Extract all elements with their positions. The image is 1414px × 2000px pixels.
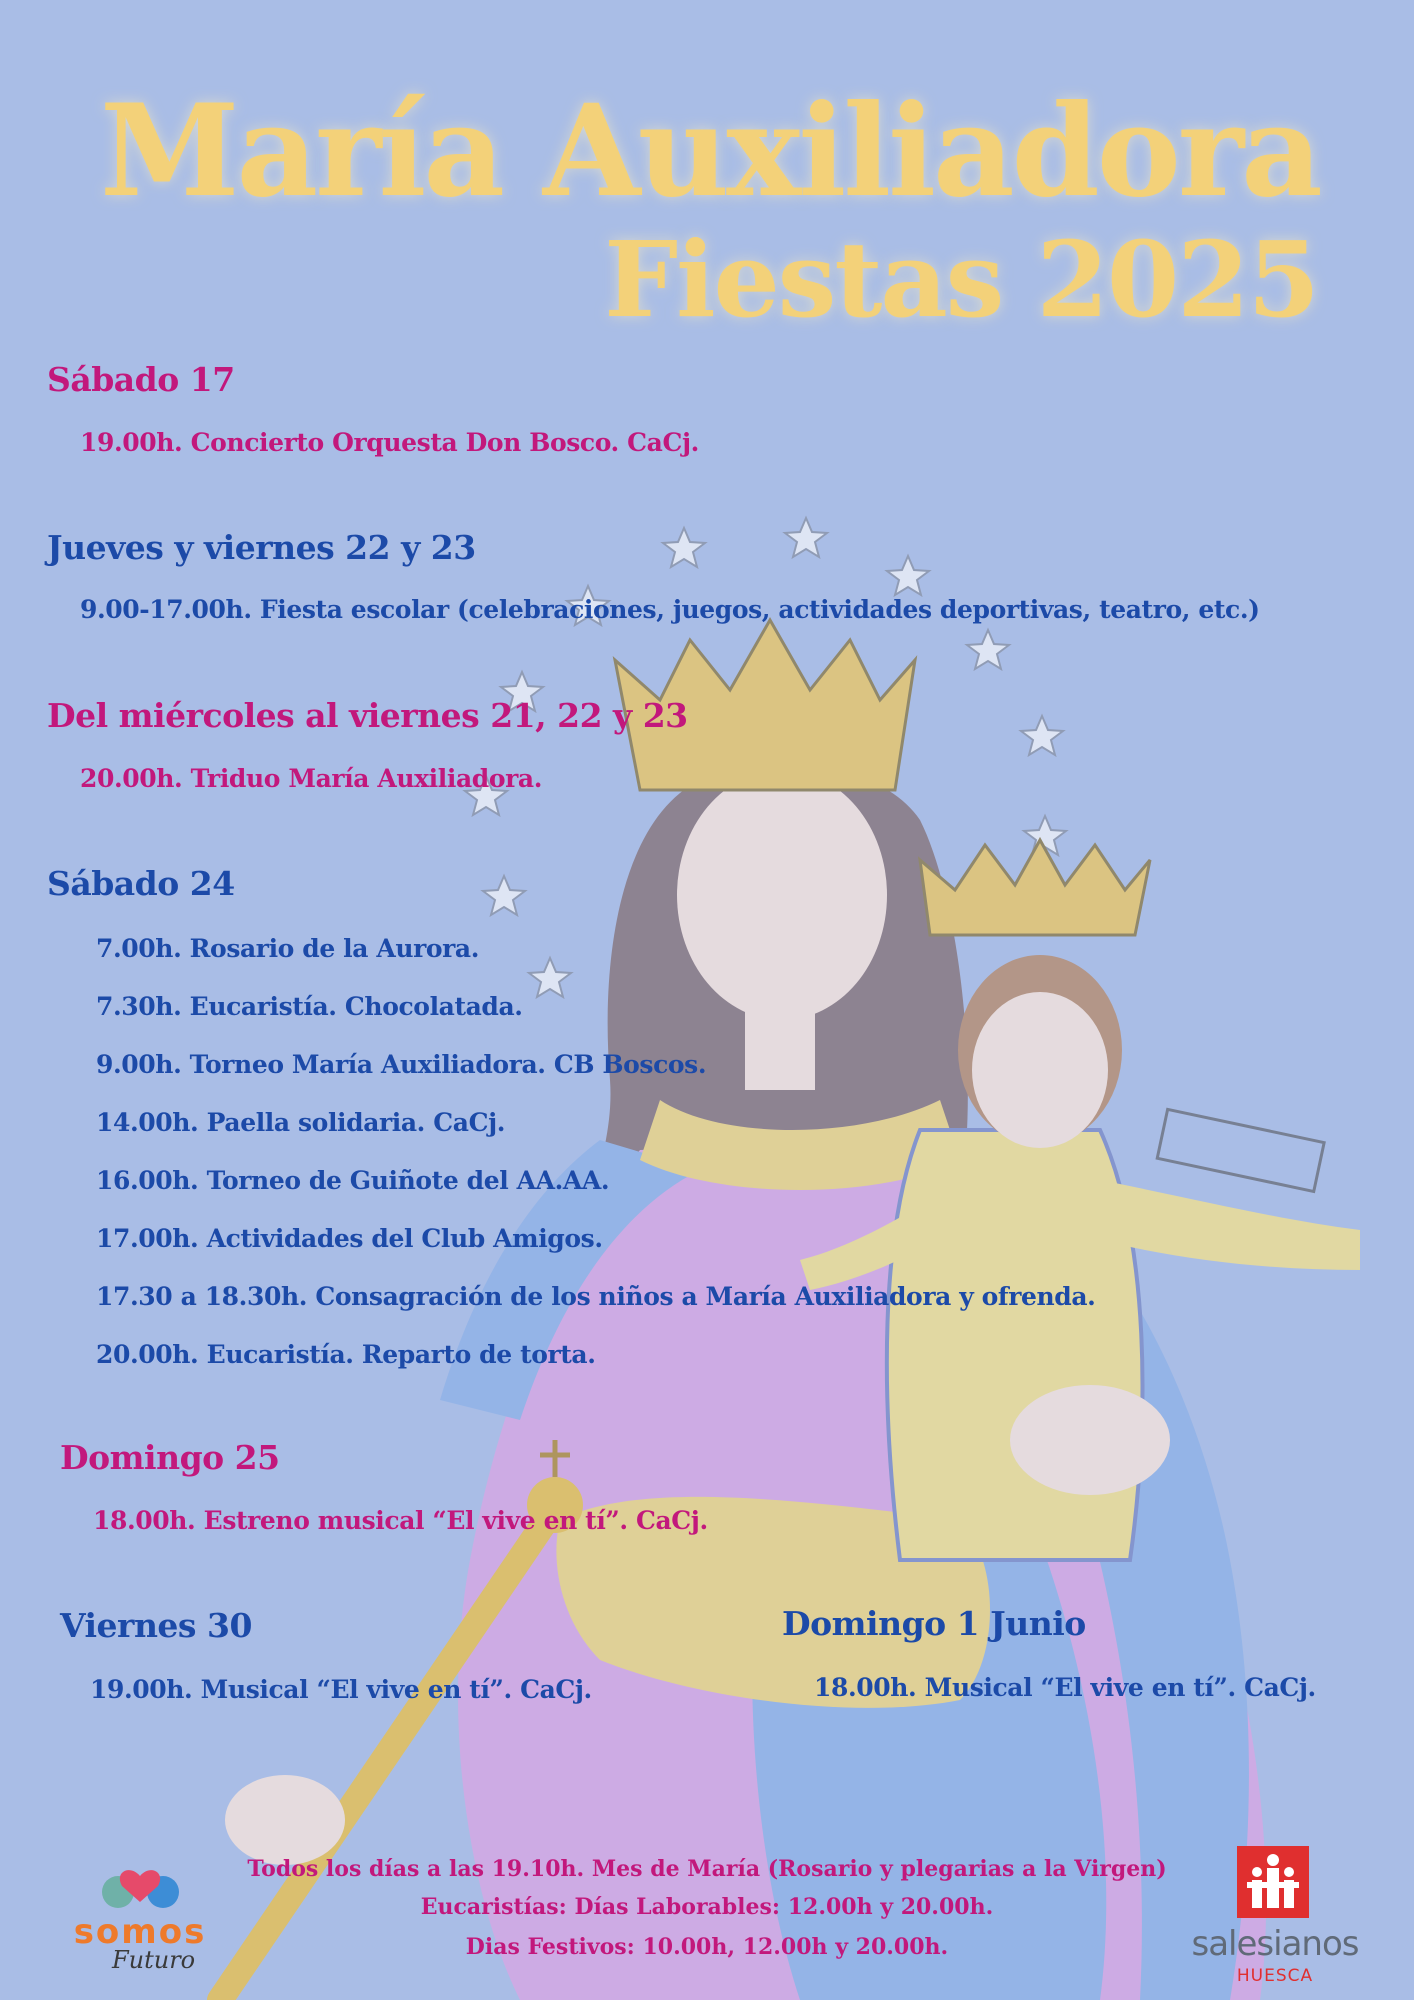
day-heading: Domingo 1 Junio bbox=[782, 1604, 1086, 1643]
footer-line: Dias Festivos: 10.00h, 12.00h y 20.00h. bbox=[465, 1934, 949, 1960]
day-heading: Del miércoles al viernes 21, 22 y 23 bbox=[47, 696, 688, 735]
event-item: 20.00h. Triduo María Auxiliadora. bbox=[80, 764, 542, 793]
event-item: 17.30 a 18.30h. Consagración de los niños a María Auxiliadora y ofrenda. bbox=[96, 1282, 1096, 1311]
page-title: María Auxiliadora bbox=[100, 77, 1320, 225]
day-heading: Domingo 25 bbox=[60, 1438, 280, 1477]
event-item: 19.00h. Musical “El vive en tí”. CaCj. bbox=[90, 1675, 592, 1704]
event-item: 7.00h. Rosario de la Aurora. bbox=[96, 934, 480, 963]
footer-line: Eucaristías: Días Laborables: 12.00h y 20.00h. bbox=[420, 1894, 994, 1920]
footer-line: Todos los días a las 19.10h. Mes de María (Rosario y plegarias a la Virgen) bbox=[247, 1856, 1167, 1882]
salesianos-logo-icon bbox=[1237, 1846, 1309, 1918]
event-item: 20.00h. Eucaristía. Reparto de torta. bbox=[96, 1340, 596, 1369]
event-item: 18.00h. Musical “El vive en tí”. CaCj. bbox=[814, 1673, 1316, 1702]
page-subtitle: Fiestas 2025 bbox=[604, 218, 1318, 341]
salesianos-logo-name: salesianos bbox=[1191, 1924, 1359, 1964]
salesianos-logo-city: HUESCA bbox=[1236, 1966, 1314, 1986]
event-item: 19.00h. Concierto Orquesta Don Bosco. CaCj. bbox=[80, 428, 699, 457]
day-heading: Sábado 24 bbox=[47, 864, 235, 903]
event-item: 7.30h. Eucaristía. Chocolatada. bbox=[96, 992, 523, 1021]
event-item: 9.00-17.00h. Fiesta escolar (celebraciones, juegos, actividades deportivas, teatro, etc.) bbox=[80, 595, 1260, 624]
day-heading: Sábado 17 bbox=[47, 360, 235, 399]
event-item: 18.00h. Estreno musical “El vive en tí”. CaCj. bbox=[93, 1506, 708, 1535]
event-item: 17.00h. Actividades del Club Amigos. bbox=[96, 1224, 603, 1253]
event-item: 14.00h. Paella solidaria. CaCj. bbox=[96, 1108, 506, 1137]
day-heading: Viernes 30 bbox=[60, 1606, 252, 1645]
event-item: 9.00h. Torneo María Auxiliadora. CB Boscos. bbox=[96, 1050, 707, 1079]
somos-logo-script: Futuro bbox=[112, 1946, 196, 1974]
day-heading: Jueves y viernes 22 y 23 bbox=[47, 528, 476, 567]
somos-logo-word: somos bbox=[73, 1912, 207, 1952]
event-item: 16.00h. Torneo de Guiñote del AA.AA. bbox=[96, 1166, 610, 1195]
